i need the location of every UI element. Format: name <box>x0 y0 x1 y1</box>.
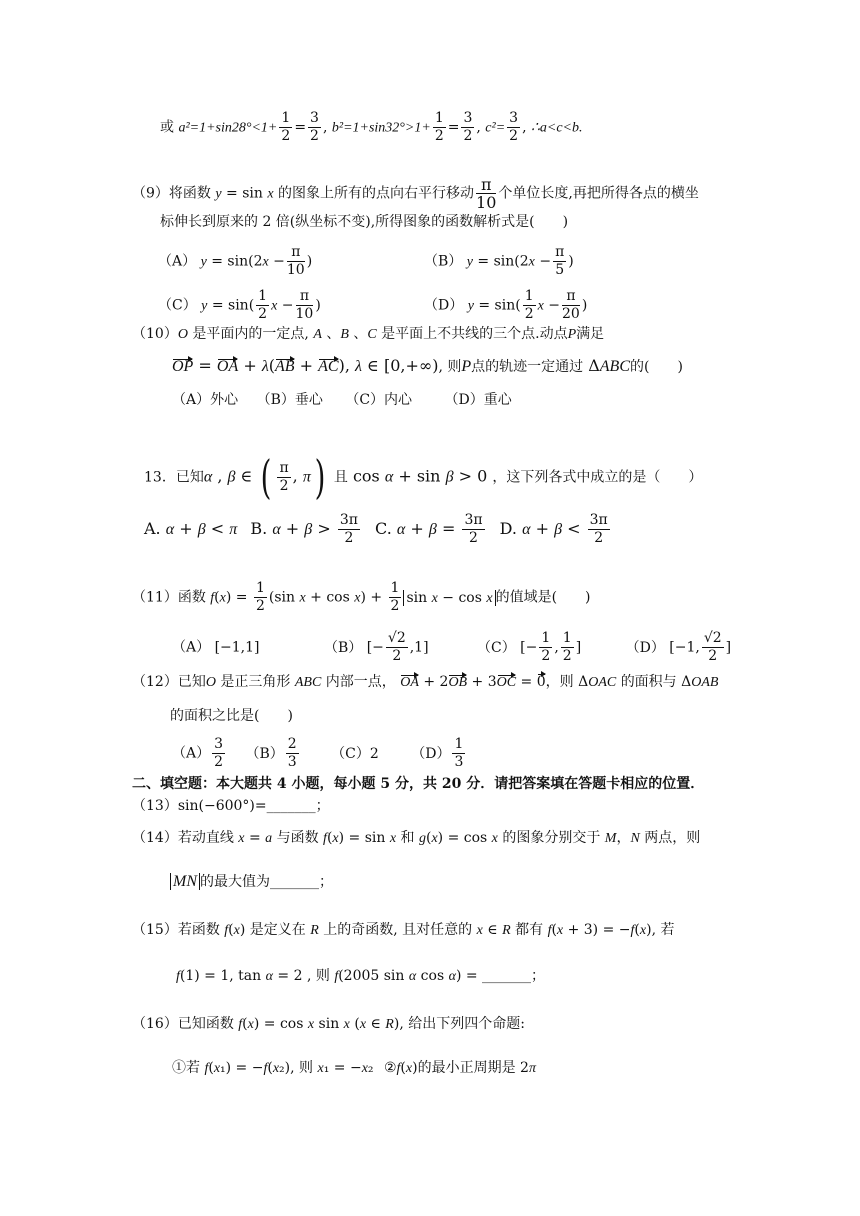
q12-options: （A） $\frac{3}{2}$ （B） $\frac{2}{3}$ （C）2 （D） $\frac{1}{3}$ <box>172 736 464 770</box>
q10-number: （10） <box>132 326 178 342</box>
q8-c2: c²= <box>485 120 506 136</box>
q9-text2: 的图象上所有的点向右平行移动 <box>278 185 475 202</box>
q8-frac-half: $\frac{1}{2}$ <box>281 110 291 144</box>
q12-stem-2: 的面积之比是( ) <box>170 708 293 724</box>
q13-options: A. α + β < π B. α + β > $\frac{3\pi}{2}$ C. α + β = $\frac{3\pi}{2}$ D. α + β < $\frac{3\pi}{2}$ <box>144 512 608 546</box>
q13-option-d: D. <box>499 519 517 538</box>
q13-option-b: B. <box>250 519 268 538</box>
q13-stem: 13．已知α , β ∈ ( $\frac{\pi}{2}$ , π) 且 cos α + sin β > 0 ，这下列各式中成立的是（ ） <box>144 450 703 504</box>
q8-frac-32b: $\frac{3}{2}$ <box>463 110 473 144</box>
q8-frac-32a: $\frac{3}{2}$ <box>310 110 319 144</box>
q15-stem-2: f(1) = 1, tan α = 2 , 则 f(2005 sin α cos α) = _______； <box>176 968 546 984</box>
q10-option-c: （C）内心 <box>345 392 413 408</box>
q10-option-a: （A）外心 <box>172 392 239 408</box>
q13-number: 13．已知 <box>144 469 204 486</box>
q8-frac-half-b: $\frac{1}{2}$ <box>434 110 444 144</box>
q16-stem: （16）已知函数 f(x) = cos x sin x (x ∈ R), 给出下列四个命题: <box>132 1016 525 1032</box>
q10-formula: OP = OA + λ(AB + AC), λ ∈ [0,+∞), 则P点的轨迹一定通过 ΔABC的( ) <box>172 356 683 375</box>
q8-answer-line: 或 a²=1+sin28°<1+ $\frac{1}{2}$ = $\frac{3}{2}$ , b²=1+sin32°>1+ $\frac{1}{2}$ = $\frac{3}{2}$ , c²= $\frac{3}{2}$ , ∴a<c<b. <box>160 110 583 144</box>
q10-option-b: （B）垂心 <box>256 392 323 408</box>
q12-number: （12） <box>132 674 178 690</box>
q9-func: y <box>215 186 222 202</box>
q14-stem: （14）若动直线 x = a 与函数 f(x) = sin x 和 g(x) = cos x 的图象分别交于 M，N 两点，则 <box>132 830 701 846</box>
q9-option-b: （B） y = sin(2x − $\frac{\pi}{5}$ ) <box>424 244 574 278</box>
fill-q13: （13）sin(−600°)=_______； <box>132 798 330 814</box>
q9-option-d: （D） y = sin( $\frac{1}{2}$ x − $\frac{\pi}{20}$ ) <box>424 288 588 322</box>
q10-options <box>172 390 512 410</box>
q11-options: （A） [−1,1] （B） [− $\frac{√2}{2}$ ,1] （C） [− $\frac{1}{2}$ , $\frac{1}{2}$ ] （D） [−1, $\frac{√2}{2}$ ] <box>172 630 732 664</box>
q9-option-c: （C） y = sin( $\frac{1}{2}$ x − $\frac{\pi}{10}$ ) <box>158 288 321 322</box>
section-title: 二、填空题：本大题共 4 小题，每小题 5 分，共 20 分．请把答案填在答题卡相应的位置． <box>132 776 705 792</box>
q16-propositions: ①若 f(x₁) = −f(x₂), 则 x₁ = −x₂ ②f(x)的最小正周期是 2π <box>172 1060 536 1076</box>
q15-stem: （15）若函数 f(x) 是定义在 R 上的奇函数, 且对任意的 x ∈ R 都有 f(x + 3) = −f(x), 若 <box>132 922 675 938</box>
q13-option-c: C. <box>375 519 392 538</box>
q11-stem: （11）函数 f(x) = $\frac{1}{2}$ (sin x + cos x) + $\frac{1}{2}$ sin x − cos x 的值域是( ) <box>132 580 591 614</box>
q8-a2: a²=1+sin28°<1+ <box>178 120 278 136</box>
q9-stem: （9）将函数 y = sin x 的图象上所有的点向右平行移动 $\frac{\pi}{10}$ 个单位长度,再把所得各点的横坐 <box>132 175 699 212</box>
q8-frac-32c: $\frac{3}{2}$ <box>509 110 519 144</box>
q9-option-a: （A） y = sin(2x − $\frac{\pi}{10}$ ) <box>158 244 313 278</box>
q14-stem-2: MN 的最大值为_______； <box>170 872 333 892</box>
q13-option-a: A. <box>144 519 161 538</box>
q10-stem: （10）O 是平面内的一定点, A 、B 、C 是平面上不共线的三个点.动点P满足 <box>132 326 605 342</box>
q9-stem-2 <box>160 212 568 232</box>
q8-b2: b²=1+sin32°>1+ <box>331 120 431 136</box>
q9-text1: 将函数 <box>168 185 211 202</box>
q11-number: （11） <box>132 589 178 606</box>
q12-stem: （12）已知O 是正三角形 ABC 内部一点， OA + 2OB + 3OC = 0，则 ΔOAC 的面积与 ΔOAB <box>132 672 718 693</box>
q8-lead: 或 <box>160 119 174 136</box>
q8-conclusion: ∴a<c<b. <box>530 120 583 136</box>
q10-option-d: （D）重心 <box>444 392 512 408</box>
q9-text3: 个单位长度,再把所得各点的横坐 <box>498 185 699 202</box>
q9-frac: $\frac{\pi}{10}$ <box>476 175 497 212</box>
q9-number: （9） <box>132 185 169 202</box>
q9-text4: 标伸长到原来的 2 倍(纵坐标不变),所得图象的函数解析式是( ) <box>160 214 569 230</box>
